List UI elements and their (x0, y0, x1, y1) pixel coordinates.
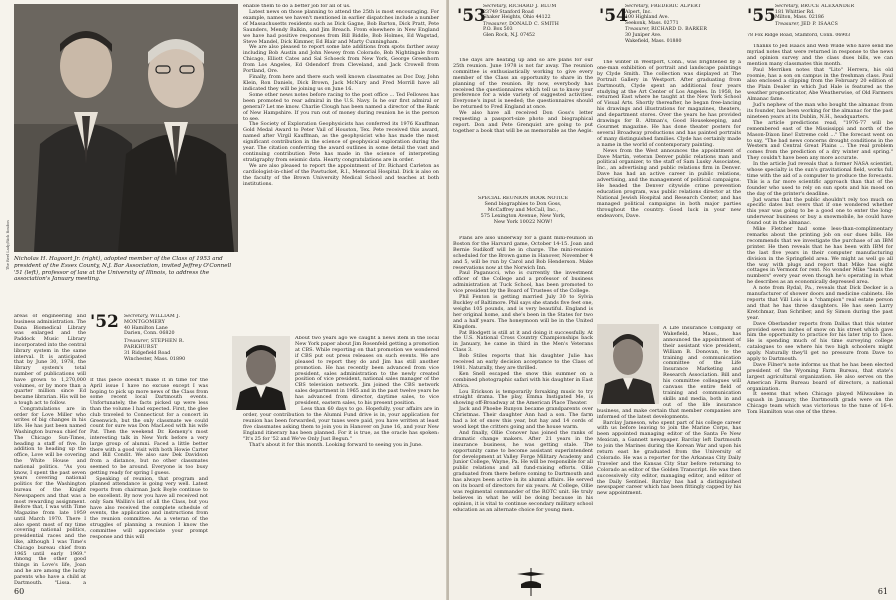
notice-line: New York 10022 NOW! (493, 218, 553, 225)
photo-credit: The Reel Lady/Rick Roubos (6, 220, 10, 270)
treasurer-name: JED P. ISAACS (801, 21, 839, 27)
paragraph: Finally, from here and there such well known classmates as Doc Day, John Klein, Ron Daniels, Dick Brown, Jack McNary and Fred Morrill have all indicated they will be joining us on June 16. (243, 74, 439, 92)
address: 40 Hamilton Lane (124, 325, 168, 331)
notice-line: 575 Lexington Avenue, New York, (480, 212, 566, 219)
address: 23749 Stanford Road (483, 9, 534, 15)
class-53-officers (483, 4, 593, 56)
notice-line: McCaffrey and McCall, Inc., (487, 206, 559, 213)
paragraph: Latest news on those planning to attend the 25th is most encouraging. For example, names we haven't mentioned in earlier dispatches include a number of Massachusetts residents such as Dick Gagne, Bob Barton, Dick Pratt, Pete Saunders, Mendy Balkin, and Jim Breach. From elsewhere in New England we have had positive responses from Bill Biddle, Bob Holmes, Ed Wagstad, Steve Mandel, Dick Kimmer, Ed Blair and Marty Cunningham. (243, 8, 439, 45)
class-photo (14, 4, 238, 252)
paragraph: Jud warns that the public shouldn't rely too much on specific dates but overs that if one wondered whether this year was going to be a good one to enter the long-underwear business or buy a snowmobile, he could have found out in the almanac. (747, 196, 893, 227)
secretary-name: RICHARD J. BLUM (508, 4, 557, 9)
paragraph: And finally, Ollie Conover has joined the ranks of dramatic change makers. After 21 years in the insurance business, he was getting stale. The opportunity came to become assistant superintendent for development at Valley Forge Military Academy and Junior College, Wayne, Pa. He will be responsible for all public relations and all fund-raising efforts. Ollie graduated from there before coming to Dartmouth and has always been active in its alumni affairs. He served on its board of directors for six years. At College, Ollie was regimental commander of the ROTC unit. He truly believes in what he will be doing because in his opinion, it is vital to continue secondary military school education as an alternate choice for young men. (453, 429, 593, 513)
address: 30 Juniper Ave. (625, 32, 662, 38)
treasurer-name: STEPHEN R. PARKHURST (124, 339, 185, 350)
label: Secretary, (775, 4, 800, 9)
paragraph: It seems that when Chicago played Milwaukee in squash in January, the Dartmouth grads were on the Chicago team which was victorious to the tune of 16-4. Tom Hamilton was one of the three. (747, 391, 893, 416)
left-column-3b (243, 336, 439, 586)
label: Secretary, (124, 314, 149, 319)
paragraph: Dave Oberlander reports from Dallas that this winter provided seven inches of snow on his street which gave him the opportunity to practice for his later trip to Taos. He is spending much of his time surveying college catalogues to see where his two high schoolers might apply. Naturally they'll get no pressure from Dave to apply to Dartmouth. (747, 320, 893, 363)
right-column-1 (453, 58, 593, 168)
paragraph: The Society of Exploration Geophysicists has conferred its 1976 Kauffman Gold Medal Award to Peter Vail of Houston, Tex. Pete received this award, named after Virgil Kauffman, as the geophysicist who has made the most significant contribution in the science of geophysical exploration during the year. The citation conferring the award outlines in some detail the vast and continuing contribution Pete has made in the science of interpreting stratigraphy from seismic data. Hearty congratulations are in order. (243, 121, 439, 163)
address: 78 Fox Ridge Road, Stamford, Conn. 06903 (747, 33, 851, 38)
class-52-officers (124, 314, 214, 376)
address: 181 Whittier Rd. (775, 9, 815, 15)
page-number-left: 60 (14, 587, 25, 596)
photo-caption: Nicholas H. Hagoort Jr. (right), adopted member of the Class of 1953 and president of the Essex County, N.J. Bar Association, invited Jeffrey O'Connell '51 (left), professor of law at the University of Illinois, to address the association's January meeting. (14, 256, 232, 283)
paragraph: Barclay Jameson, who spent part of his college career with us before leaving to join the Marine Corps, has been appointed managing editor of the Santa Fe New Mexican, a Gannett newspaper. Barclay left Dartmouth to join the Marines during the Korean War and upon his return east he graduated from the University of Colorado. He was a reporter for the Arkansas City Daily Traveler and the Kansas City Star before returning to Colorado as editor of the Golden Transcript. He was then successively city editor, managing editor, and editor of the Daily Sentinel. Barclay has had a distinguished newspaper career which has been fittingly capped by his new appointment. (597, 419, 741, 497)
left-column-3 (243, 4, 439, 334)
paragraph: Less than 60 days to go. Hopefully, your affairs are in order, your contribution to the Alumni Fund drive is in, your application for reunion has been forwarded, your tuxes were paid, you have written at least five classmates asking them to join you in Hanover on June 16, and your New England itinerary has been planned. For it is true, as the oracle has spoken: "It's 25 for '52 and We've Only Just Begun." (243, 406, 439, 442)
paragraph: A Life Insurance Company of Wakefield, Mass., has announced the appointment of their assistant vice president, William B. Donovan, to the training and communication committee of the Life Insurance Marketing and Research Association. Bill and his committee colleagues will canvass the entire field of training and communication skills and media, both in and out of the life insurance business, and make certain that member companies are informed of the latest developments. (597, 326, 741, 420)
class-55-treasurer-address (747, 33, 893, 41)
paragraph: Plans are also underway for a giant mini-reunion in Boston for the Harvard game, October 14-15. Joan and Bernie Sudikoff will be in charge. The mini-reunion scheduled for the Brown game in Hanover, November 4 and 5, will be run by Carol and Bob Henderson. Make reservations now at the Norwich Inn. (453, 236, 593, 271)
paragraph: News from the West announces the appointment of Dave Martin, veteran Denver public relations man and political organizer, to the staff of Sam Lusky Associates, Inc., an advertising and public relations firm in Denver. Dave has had an active career in public relations, advertising, and the management of political campaigns. He headed the Denver citywide crime prevention education program, was public relations director at the National Jewish Hospital and Research Center, and has managed political campaigns in both major parties throughout the country. Good luck in your new endeavors, Dave. (597, 147, 741, 219)
address: Winchester, Mass. 01890 (124, 356, 186, 362)
paragraph: areas of engineering and business administration. The Dana Biomedical Library was enlarged and the Paddock Music Library incorporated into the central library system in the same interval. It is anticipated that by June 30, 1978, the library system's total number of publications will have grown to 1,270,000 volumes, or by more than a quarter million since Ed became librarian. His will be a tough act to follow. (14, 314, 86, 406)
paragraph: Speaking of reunion, that program and planned attendance is going very well. Latest reports from chairman Jack Boyle continue to be excellent. By now you have all received not only Sam Wallin's list of all the Class, but you have also received the complete schedule of events, the application and instructions from the reunion committee. As a veteran of the struggles of planning a reunion I know the committee will appreciate your prompt response and this will (90, 475, 208, 540)
paragraph: Dave Filner's note informs us that he has been elected president of the Wyoming Farm Bureau, that state's largest agricultural organization. He also serves on the American Farm Bureau board of directors, a national organization. (747, 361, 893, 392)
class-year: '55 (747, 6, 776, 26)
paragraph: We are also pleased to report some late additions from spots farther away including Bob Austin and John Newey from Colorado, Bob Nightingale from Chicago, Elliott Cates and Sal Schoeck from New York, George Greenhorn from Los Angeles, Ed Odendorf from Cleveland, and Jack Crowell from Portland, Ore. (243, 44, 439, 75)
paragraph: Bob Stiles reports that his daughter Julie has received an early decision acceptance to the Class of 1981. Naturally, they are thrilled. (453, 353, 593, 371)
label: Treasurer, (625, 27, 650, 33)
notice-line: Send biographies to Don Goss, (484, 200, 562, 207)
paragraph: Lou Erickson is temporarily forsaking music to try straight drama. The play, Emma Instigated Me, is showing off-Broadway at the American Place Theater. (453, 388, 593, 407)
class-year: '53 (457, 6, 486, 26)
treasurer-name: DONALD C. SMITH (509, 21, 560, 27)
label: Secretary, (625, 4, 650, 9)
paragraph: Pat Blodgett is still at it and doing it successfully. At the U.S. National Cross Country Championships back in January, he came in third in the Men's Veterans Class 3. (453, 329, 593, 354)
paragraph: Jud's nephew of the man who bought the almanac from its founder, has been working for the almanac for the past nineteen years at its Dublin, N.H., headquarters. (747, 102, 893, 120)
address: Milton, Mass. 02186 (775, 15, 824, 21)
class-year: '52 (90, 312, 119, 332)
paragraph: We also have all received Don Goss's letter requesting a passport-size photo and biographical report. Don and Pete Grenquist are going to put together a book that will be as memorable as the Aegis. (453, 110, 593, 134)
notice-title: SPECIAL REUNION BOOK NOTICE (477, 196, 569, 201)
right-column-1b (453, 236, 593, 580)
paragraph: About two years ago we caught a news item in the local New York paper about Jim Rosenfeld getting a promotion at CBS. While reporting on that promotion we wondered if CBS put out press releases on such events. We are pleased to report they do and Jim has still another promotion. He has recently been advanced from vice president, sales administration to the newly created position of vice president, national sales manager of the CBS television network. Jim joined the CBS network sales department in 1965 and in the past twelve years he has advanced from director, daytime sales, to vice president, eastern sales, to his present position. (295, 336, 439, 407)
right-column-2 (597, 60, 741, 326)
left-column-2 (90, 378, 208, 584)
paragraph: enable them to do a better job for all of us. (243, 4, 351, 9)
reunion-notice (453, 196, 593, 232)
right-page (449, 0, 896, 600)
paragraph: Phil Fenton is getting married July 30 to Sylvia Buckley of Baltimore. Phil says she stands five feet one, weighs 105 pounds, and is very beautiful. England is her original home, and she's been in the States for two and a half years. The honeymoon will be in the United Kingdom. (453, 294, 593, 330)
paragraph: In the article Jud reveals that a former NASA scientist, whose specialty is the sun's gravitational field, works full time with the aid of a computer to produce the forecasts. This is a far more scientific approach than that of the founder who used to rely on sun spots and his mood on the day of the printer's deadline. (747, 161, 893, 197)
secretary-name: BRUCE ALEXANDER (800, 4, 855, 9)
left-column-1 (14, 314, 86, 584)
paragraph: Paul Paganucci, who is currently the investment officer of the College and a professor of business administration at Tuck School, has been promoted to vice president by the Board of Trustees of the College. (453, 270, 593, 295)
label: Treasurer, (124, 339, 150, 345)
paragraph: Ken Snell escaped the snow this summer on a combined photographic safari with his daughter in East Africa. (453, 370, 593, 389)
address: 31 Ridgefield Road (124, 350, 171, 356)
address: Shaker Heights, Ohio 44122 (483, 15, 551, 21)
address: P.O. Box 503 (483, 27, 513, 33)
class-54-officers (625, 4, 735, 60)
paragraph: We are also pleased to report the appointment of Dr. Richard Carleton as cardiologist-in-chief of the Pawtucket, R.I., Memorial Hospital. Dick is also on the faculty of the Brown University Medical School and teaches at both institutions. (243, 162, 439, 187)
left-page (0, 0, 447, 600)
paragraph: The winter in Westport, Conn., was brightened by a one-man exhibition of portrait and landscape paintings by Clyde Smith. The collection was displayed at The Portrait Gallery in Westport. After graduating from Dartmouth, Clyde spent an additional four years studying at the Art Center of Los Angeles. In 1958, he returned East where he taught at the New York School of Visual Arts. Shortly thereafter, he began free-lancing his drawings and illustrations for magazines, theaters, and department stores. Over the years he has provided drawings for B. Altman's, Good Housekeeping, and Gourmet magazine. He has done theater posters for several Broadway productions and has painted portraits of many distinguished families. Clyde has certainly made a name in the world of contemporary painting. (597, 60, 741, 148)
treasurer-name: RICHARD D. BARKER (651, 27, 708, 33)
paragraph: If this piece doesn't make it in time for the April issue I have no excuse except I was hoping to pick up more news of the Class from some recent local Dartmouth events. Unfortunately, the facts picked up were less than the volume I had expected. First, the glee club traveled to Connecticut for a concert in Greenwich, but the only classmate we could count for sure was Don MacLeod with his wife Pat. Then the weekend Dr. Kemeny's most interesting talk in New York before a very large group of alumni. Faced a little better there with a good visit with both Howie Carter and Bill Condit. We also saw Dek Davidson from a distance, but no other classmates seemed to be around. Everyone is too busy getting ready for spring I guess. (90, 378, 208, 476)
paragraph: The days are heating up and so are plans for our 25th reunion. June 1978 is not far away. The reunion committee is enthusiastically working to give every member of the Class an opportunity to share in the planning of the reunion. By now, everybody has received the questionnaires which tell us to know your preference for a wide variety of suggested activities. Everyone's input is needed; the questionnaires should be returned to Fred England at once. (453, 58, 593, 111)
address: Alpert, Inc. (625, 9, 652, 15)
paragraph: Jack and Phoebe Runyon became grandparents over Christmas. Their daughter Ann had a son. The farm had a lot of snow this year, but hay and 14 cords of wood kept the critters going and the house warm. (453, 406, 593, 430)
class-year: '54 (599, 6, 628, 26)
right-column-3 (747, 44, 893, 584)
paragraph: That's about it for this month. Looking forward to seeing you in June. (249, 441, 423, 448)
weathervane-icon (511, 566, 551, 596)
address: Seekonk, Mass. 02771 (625, 20, 679, 26)
paragraph: Mike Fletcher had some less-than-complimentary remarks about the printing job on our dues bills. He recommends that we investigate the purchase of an IBM printer. He then reveals that he has been with IBM for the last five years in their computer manufacturing division in the Springfield area. We might as well go all the way with plugs and report that Mike has eight cottages in Vermont for rent. No wonder Mike "beats the numbers" every year even though he's operating in what he describes as an economically depressed area. (747, 226, 893, 286)
paragraph: A note from Rydal, Pa., reveals that Dick Decker is a manufacturer of shower doors and medicine cabinets. He reports that Vill Lois is a "champion" real estate person and that he has three daughters. He has seen Larry Kretchmar, Dan Schriber, and Sy Simon during the past year. (747, 285, 893, 321)
paragraph: Some other news notes before racing to the post office ... Ted Fellowes has been promoted to rear admiral in the U.S. Navy. Is he our first admiral or general? Let me know. Charlie Clough has been named a director of the Bank of New Hampshire. If you run out of money during reunion he is the person to see. (243, 91, 439, 122)
address: 100 Highland Ave. (625, 15, 669, 21)
label: Treasurer, (483, 21, 508, 27)
secretary-name: WILLIAM J. MONTGOMERY (124, 314, 181, 325)
secretary-name: FREDERIC ALPERT (650, 4, 702, 9)
address: Glen Rock, N.J. 07452 (483, 32, 536, 38)
label: Secretary, (483, 4, 508, 9)
right-column-2b (597, 326, 741, 582)
paragraph: Thanks to Jed Isaacs and Web Wilde who have send me myriad notes that were returned in response to the news and opinion survey and the class dues bills, we can mention many classmates this month. (747, 44, 893, 67)
label: Treasurer, (775, 21, 800, 27)
photo-illustration (14, 4, 238, 252)
paragraph: Paul Merriken notes that "Lito" Herrera, his old roomie, has a son on campus in the freshman class. Paul also enclosed a clipping from the February 20 edition of the Plain Dealer in which Jud Hale is featured as the weather prognosticator, Abe Weatherwise, of Old Farmers Almanac fame. (747, 66, 893, 103)
paragraph: The article predictions read, "1976-77 will be remembered east of the Mississippi and north of the Mason-Dixon line! Extreme cold ..." The forecast went on to say, "The bad news concerns drought conditions in the Western and Central Great Plains ... The real problem comes from the prediction of a dry winter and spring." They couldn't have been any more accurate. (747, 119, 893, 162)
address: Darien, Conn. 06820 (124, 331, 175, 337)
page-number-right: 61 (877, 587, 888, 596)
address: Wakefield, Mass. 01880 (625, 38, 682, 44)
paragraph: Congratulations are in order for Love Miller who writes of big changes in his life. He has just been named Washington bureau chief for The Chicago Sun-Times, heading a staff of five. In addition to heading up the office, Love will be covering the White House and national politics. "As you know, I spent the past seven years covering national politics for the Washington bureau of the Knight Newspapers and that was a most rewarding assignment. Before that, I was with Time Magazine from late 1959 until March 1970. There I also spent most of my time covering national politics, presidential races and the like, although I was Time's Chicago bureau chief from 1965 until early 1969." Among the other good things in Love's life, Joan and he are among the lucky parents who have a child at Dartmouth. "Lissa, a (14, 405, 86, 584)
